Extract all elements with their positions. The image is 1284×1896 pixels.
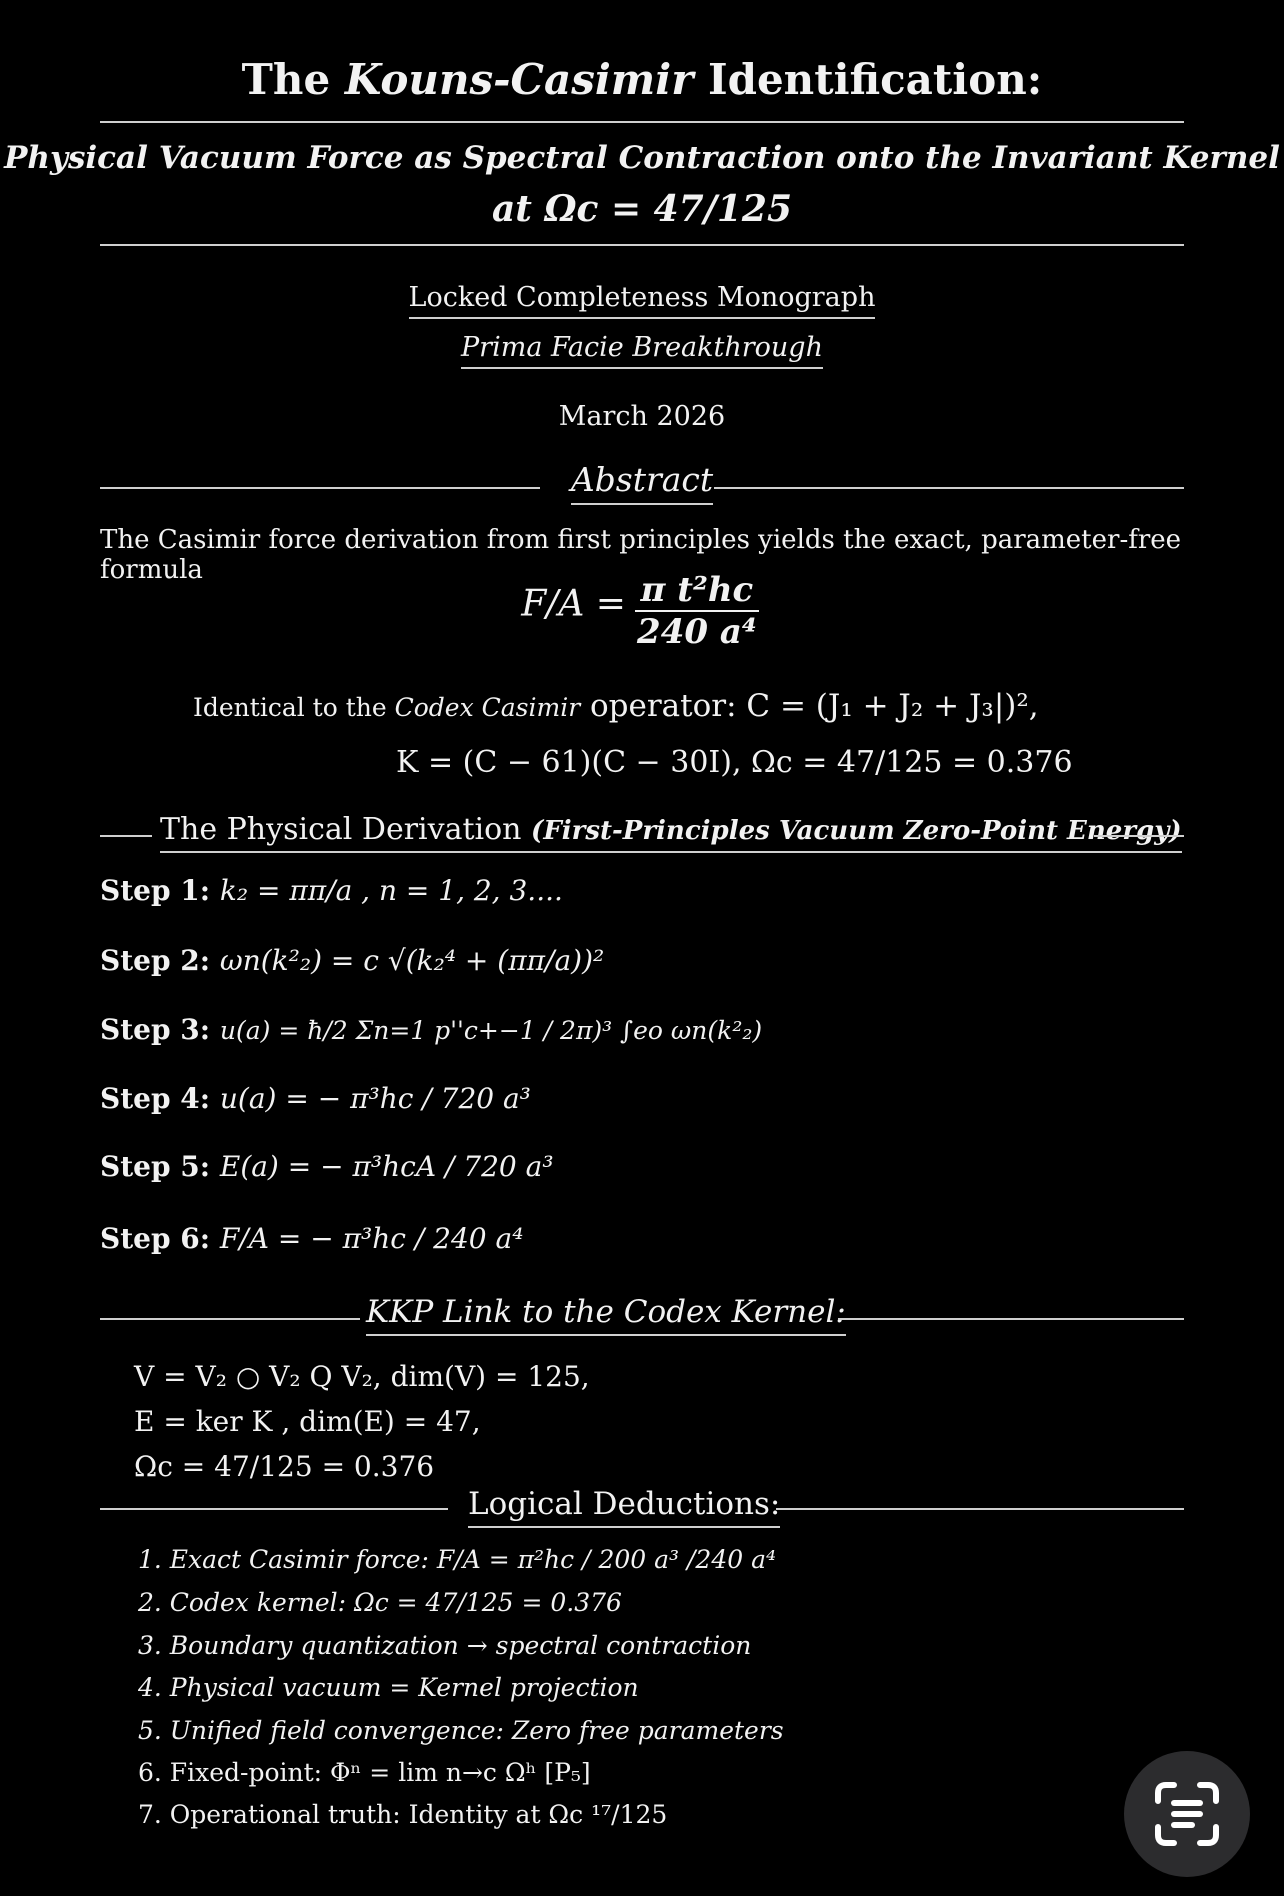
step-4: Step 4: u(a) = − π³hc / 720 a³ <box>100 1082 531 1115</box>
step-1: Step 1: k₂ = ππ/a , n = 1, 2, 3.... <box>100 874 563 907</box>
live-text-scan-icon <box>1152 1779 1222 1849</box>
abstract-heading: Abstract <box>0 460 1284 499</box>
deduction-4: 4. Physical vacuum = Kernel projection <box>138 1673 639 1702</box>
divider <box>100 1318 360 1320</box>
subtitle-line-2: at Ωc = 47/125 <box>491 188 793 230</box>
kkp-heading: KKP Link to the Codex Kernel: <box>366 1294 846 1330</box>
live-text-scan-button[interactable] <box>1124 1751 1250 1877</box>
kernel-line: K = (C − 61)(C − 30I), Ωc = 47/125 = 0.376 <box>396 745 1073 780</box>
divider <box>100 1508 448 1510</box>
page-title: The Kouns-Casimir Identification: <box>241 55 1043 104</box>
deductions-heading: Logical Deductions: <box>468 1486 780 1522</box>
date-label: March 2026 <box>558 401 726 432</box>
deduction-1: 1. Exact Casimir force: F/A = π²hc / 200 a³ /240 a⁴ <box>138 1545 777 1574</box>
subtitle-line-1: Physical Vacuum Force as Spectral Contraction onto the Invariant Kernel <box>4 140 1280 176</box>
step-5: Step 5: E(a) = − π³hcA / 720 a³ <box>100 1150 554 1183</box>
kkp-line-2: E = ker K , dim(E) = 47, <box>134 1405 481 1438</box>
divider <box>100 121 1184 123</box>
deduction-3: 3. Boundary quantization → spectral contraction <box>138 1631 752 1660</box>
kkp-line-3: Ωc = 47/125 = 0.376 <box>134 1450 435 1483</box>
divider <box>100 835 152 837</box>
deduction-2: 2. Codex kernel: Ωc = 47/125 = 0.376 <box>138 1588 622 1617</box>
step-3: Step 3: u(a) = ħ/2 Σn=1 p''c+−1 / 2π)³ ∫eo ωn(k²₂) <box>100 1013 763 1046</box>
divider <box>714 487 1184 489</box>
abstract-text: The Casimir force derivation from first principles yields the exact, parameter-free formula <box>100 525 1182 585</box>
casimir-formula: F/A = $\frac{\text{π t²hc}}{\text{240 a⁴}}$ <box>0 570 1284 652</box>
step-2: Step 2: ωn(k²₂) = c √(k₂⁴ + (ππ/a))² <box>100 944 605 977</box>
tag-label: Prima Facie Breakthrough <box>0 332 1284 363</box>
deduction-7: 7. Operational truth: Identity at Ωc ¹⁷/125 <box>138 1800 668 1829</box>
deduction-6: 6. Fixed-point: Φⁿ = lim n→c Ωʰ [P₅] <box>138 1758 591 1787</box>
codex-line: Identical to the Codex Casimir operator: C = (J₁ + J₂ + J₃|)², <box>193 688 1039 724</box>
derivation-heading: The Physical Derivation (First-Principles Vacuum Zero-Point Energy) <box>160 812 1182 847</box>
step-6: Step 6: F/A = − π³hc / 240 a⁴ <box>100 1222 524 1255</box>
divider <box>776 1508 1184 1510</box>
deduction-5: 5. Unified field convergence: Zero free parameters <box>138 1716 784 1745</box>
monograph-label: Locked Completeness Monograph <box>0 282 1284 313</box>
divider <box>838 1318 1184 1320</box>
divider <box>100 244 1184 246</box>
kkp-line-1: V = V₂ ○ V₂ Q V₂, dim(V) = 125, <box>134 1360 590 1393</box>
divider <box>1094 835 1184 837</box>
